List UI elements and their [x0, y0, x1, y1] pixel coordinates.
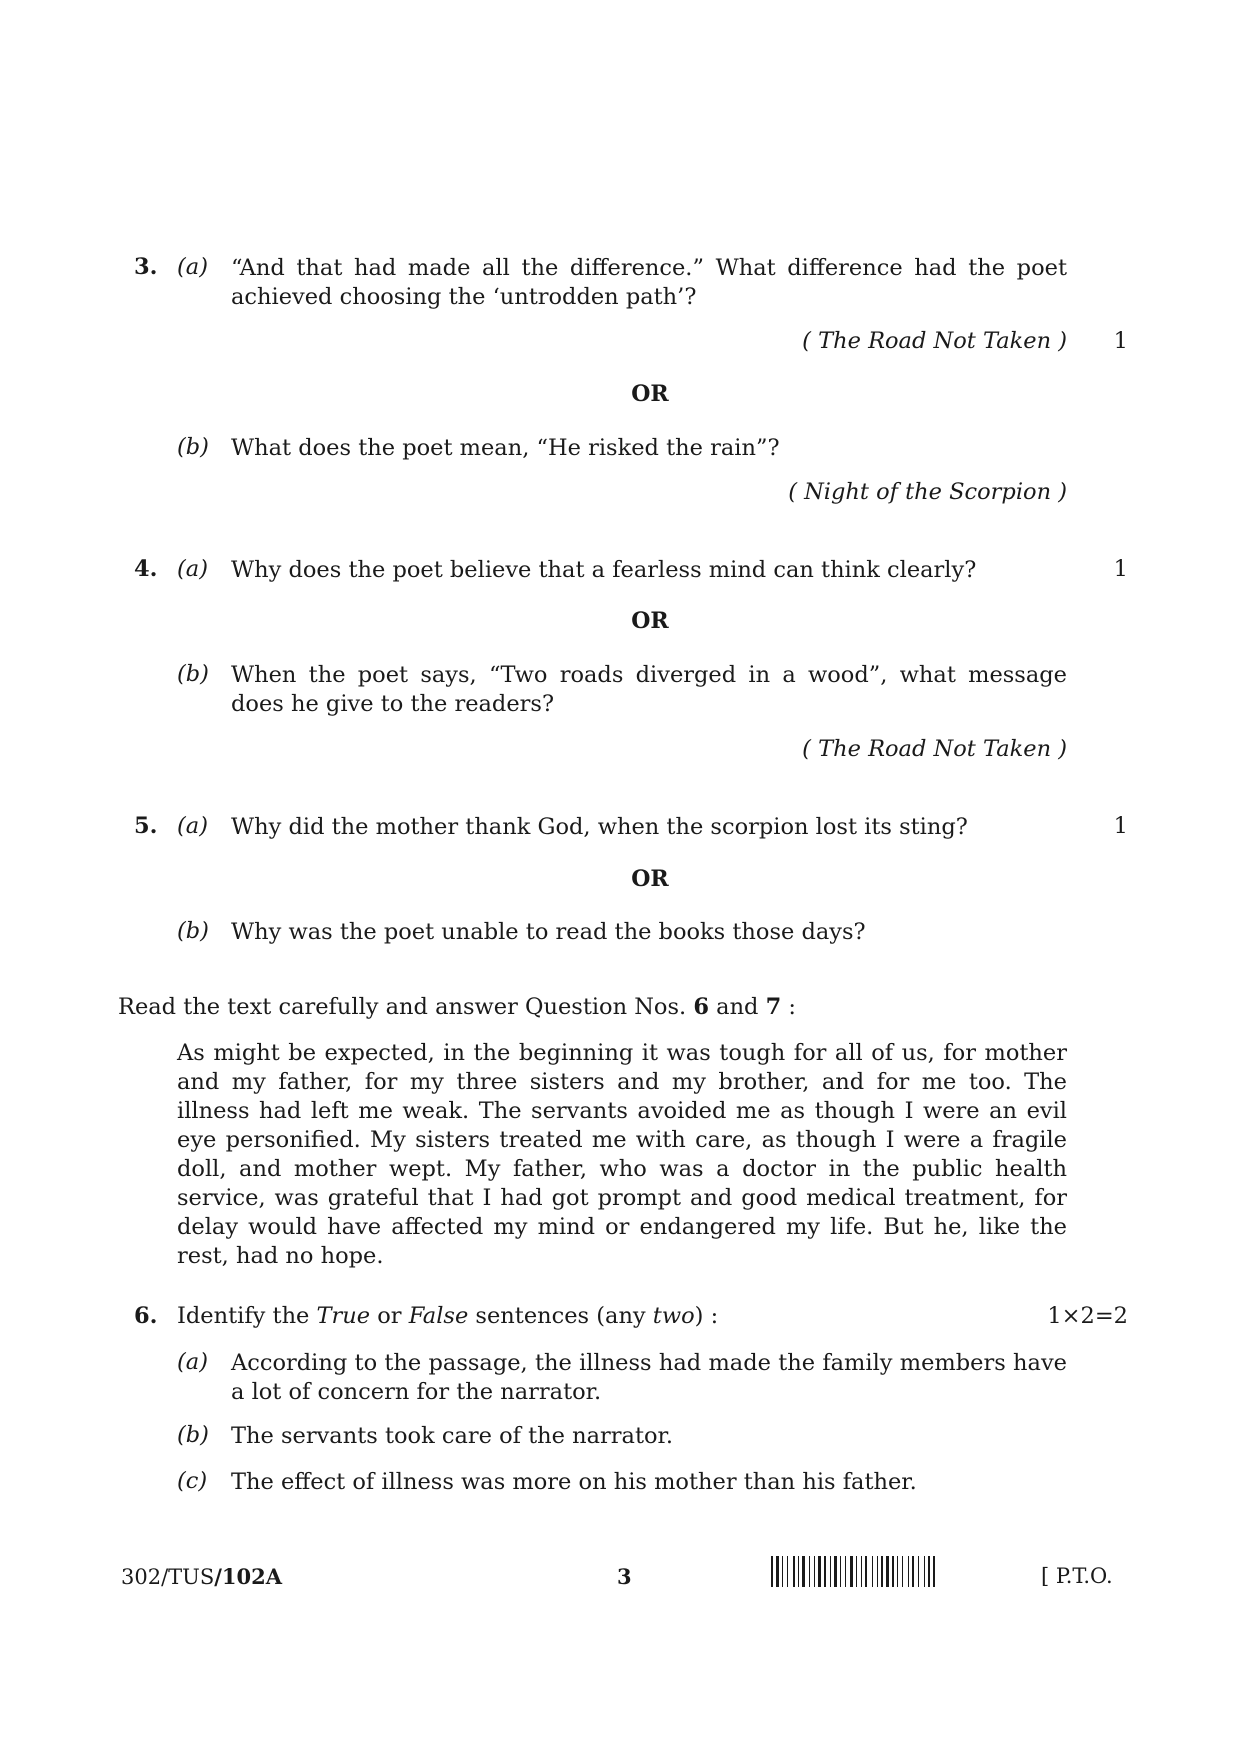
question-4-marks: 1: [1113, 556, 1128, 582]
barcode-bar: [776, 1556, 779, 1587]
instruction-number-7: 7: [765, 994, 782, 1020]
barcode-bar: [802, 1556, 805, 1587]
question-5a-label: (a): [177, 813, 208, 839]
barcode-bar: [902, 1556, 903, 1587]
question-6-marks: 1×2=2: [1047, 1303, 1128, 1329]
question-3-number: 3.: [134, 254, 158, 280]
barcode-bar: [899, 1556, 901, 1587]
question-4-number: 4.: [134, 556, 158, 582]
question-3a-source: ( The Road Not Taken ): [802, 328, 1067, 354]
question-5-or: OR: [631, 866, 669, 892]
question-6-number: 6.: [134, 1303, 158, 1329]
question-3-marks: 1: [1113, 328, 1128, 354]
barcode-bar: [863, 1556, 864, 1587]
barcode-bar: [771, 1556, 773, 1587]
question-3b-text: What does the poet mean, “He risked the rain”?: [231, 435, 780, 461]
barcode-bar: [834, 1556, 837, 1587]
question-4b-text: When the poet says, “Two roads diverged in a wood”, what message does he give to the readers?: [231, 662, 1067, 717]
q6-stem-true: True: [316, 1303, 371, 1329]
barcode-bar: [931, 1556, 932, 1587]
barcode-bar: [793, 1556, 795, 1587]
question-3a-label: (a): [177, 254, 208, 280]
question-5-marks: 1: [1113, 813, 1128, 839]
barcode-bar: [858, 1556, 860, 1587]
barcode-bar: [912, 1556, 914, 1587]
paper-code: [121, 1564, 282, 1589]
question-6b-label: (b): [177, 1422, 209, 1448]
barcode-bar: [908, 1556, 909, 1587]
barcode-bar: [884, 1556, 885, 1587]
barcode-bar: [822, 1556, 823, 1587]
barcode-bar: [842, 1556, 844, 1587]
instruction-mid: and: [709, 994, 766, 1020]
page-number: 3: [617, 1564, 632, 1589]
paper-code-prefix: 302/TUS: [121, 1565, 215, 1589]
question-5b-label: (b): [177, 918, 209, 944]
barcode-bar: [865, 1556, 867, 1587]
question-6a-label: (a): [177, 1349, 208, 1375]
barcode-bar: [827, 1556, 829, 1587]
question-3-or: OR: [631, 381, 669, 407]
barcode-bar: [868, 1556, 871, 1587]
barcode-bar: [840, 1556, 841, 1587]
barcode-bar: [830, 1556, 831, 1587]
barcode-bar: [845, 1556, 846, 1587]
barcode-bar: [910, 1556, 911, 1587]
barcode-bar: [861, 1556, 862, 1587]
barcode-bar: [892, 1556, 894, 1587]
barcode-bar: [847, 1556, 849, 1587]
question-3b-source: ( Night of the Scorpion ): [788, 479, 1067, 505]
question-4b-label: (b): [177, 661, 209, 687]
barcode-bar: [877, 1556, 878, 1587]
barcode-bar: [920, 1556, 923, 1587]
question-6b-text: The servants took care of the narrator.: [231, 1423, 673, 1449]
instruction-prefix: Read the text carefully and answer Question Nos.: [118, 994, 694, 1020]
barcode-bar: [881, 1556, 883, 1587]
barcode-bar: [816, 1556, 817, 1587]
barcode-bar: [856, 1556, 857, 1587]
barcode-bar: [926, 1556, 927, 1587]
question-4a-text: Why does the poet believe that a fearless mind can think clearly?: [231, 557, 977, 583]
question-5a-text: Why did the mother thank God, when the scorpion lost its sting?: [231, 814, 968, 840]
passage-instruction: [118, 994, 796, 1020]
barcode-bar: [915, 1556, 917, 1587]
barcode-bar: [838, 1556, 839, 1587]
barcode-bar: [874, 1556, 876, 1587]
barcode-bar: [854, 1556, 855, 1587]
barcode-bar: [809, 1556, 810, 1587]
barcode-bar: [886, 1556, 889, 1587]
barcode-bar: [787, 1556, 788, 1587]
question-3b-label: (b): [177, 434, 209, 460]
barcode-bar: [824, 1556, 826, 1587]
barcode-bar: [814, 1556, 815, 1587]
barcode-bar: [895, 1556, 896, 1587]
barcode-bar: [879, 1556, 880, 1587]
pto-label: [ P.T.O.: [1041, 1564, 1113, 1588]
q6-stem-part2: or: [370, 1303, 409, 1329]
reading-passage: As might be expected, in the beginning it was tough for all of us, for mother and my father, for my three sisters and my brother, and for me too. The illness had left me weak. The servants avoided me as though I were an evil eye personified. My sisters treated me with care, as though I were a fragile doll, and mother wept. My father, who was a doctor in the public health service, was grateful that I had got prompt and good medical treatment, for delay would have affected my mind or endangered my life. But he, like the rest, had no hope.: [177, 1040, 1067, 1269]
barcode-bar: [904, 1556, 907, 1587]
q6-stem-part4: ) :: [694, 1303, 719, 1329]
question-6c-label: (c): [177, 1468, 208, 1494]
barcode-bar: [811, 1556, 813, 1587]
barcode-bar: [796, 1556, 797, 1587]
barcode-bar: [806, 1556, 808, 1587]
paper-code-suffix: /102A: [214, 1564, 283, 1589]
question-4-or: OR: [631, 608, 669, 634]
question-3a-text: “And that had made all the difference.” What difference had the poet achieved choosing the ‘untrodden path’?: [231, 255, 1067, 310]
barcode-bar: [789, 1556, 792, 1587]
q6-stem-two: two: [652, 1303, 695, 1329]
barcode-bar: [890, 1556, 891, 1587]
barcode-bar: [872, 1556, 873, 1587]
question-5b-text: Why was the poet unable to read the books those days?: [231, 919, 866, 945]
barcode-bar: [850, 1556, 853, 1587]
barcode-bar: [774, 1556, 775, 1587]
barcode-bar: [818, 1556, 821, 1587]
barcode-bar: [798, 1556, 799, 1587]
barcode-bar: [832, 1556, 833, 1587]
barcode-bar: [918, 1556, 919, 1587]
barcode-bar: [897, 1556, 898, 1587]
barcode-bar: [928, 1556, 930, 1587]
barcode-bar: [933, 1556, 935, 1587]
instruction-suffix: :: [781, 994, 797, 1020]
barcode-bar: [782, 1556, 783, 1587]
q6-stem-part3: sentences (any: [468, 1303, 653, 1329]
barcode-bar: [800, 1556, 801, 1587]
question-4b-source: ( The Road Not Taken ): [802, 736, 1067, 762]
q6-stem-false: False: [408, 1303, 469, 1329]
barcode-bar: [784, 1556, 786, 1587]
question-5-number: 5.: [134, 813, 158, 839]
question-6a-text: According to the passage, the illness had made the family members have a lot of concern for the narrator.: [231, 1350, 1067, 1405]
question-4a-label: (a): [177, 556, 208, 582]
barcode-bar: [780, 1556, 781, 1587]
barcode-bar: [924, 1556, 925, 1587]
instruction-number-6: 6: [693, 994, 709, 1020]
barcode: [771, 1556, 1028, 1587]
question-6-stem: [177, 1303, 718, 1329]
question-6c-text: The effect of illness was more on his mother than his father.: [231, 1469, 917, 1495]
q6-stem-part1: Identify the: [177, 1303, 317, 1329]
